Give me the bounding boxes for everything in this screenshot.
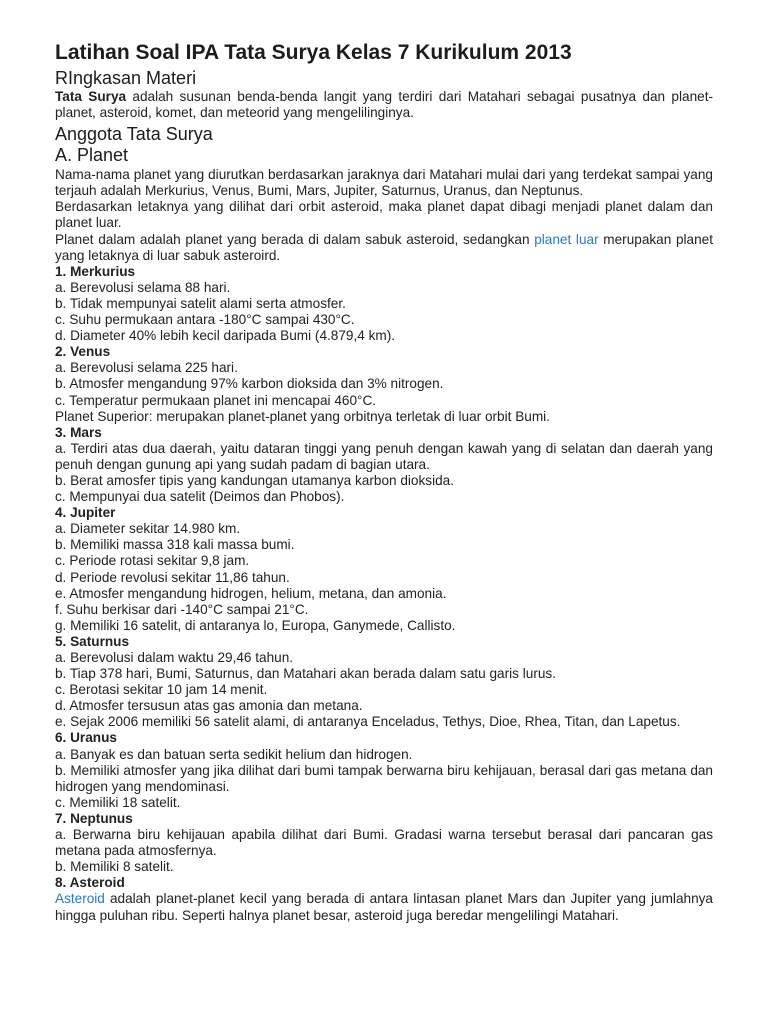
anggota-heading: Anggota Tata Surya <box>55 124 213 145</box>
list-item: c. Periode rotasi sekitar 9,8 jam. <box>55 553 250 569</box>
list-item: b. Memiliki atmosfer yang jika dilihat dari bumi tampak berwarna biru kehijauan, berasal dari gas metana dan hidrogen yang mendominasi. <box>55 762 713 794</box>
list-item: b. Tidak mempunyai satelit alami serta atmosfer. <box>55 295 346 311</box>
list-item: c. Mempunyai dua satelit (Deimos dan Phobos). <box>55 489 345 505</box>
ringkasan-paragraph <box>55 89 713 121</box>
intro-paragraph-1: Nama-nama planet yang diurutkan berdasarkan jaraknya dari Matahari mulai dari yang terdekat sampai yang terjauh adalah Merkurius, Venus, Bumi, Mars, Jupiter, Saturnus, Uranus, dan Neptunus. <box>55 167 713 199</box>
list-item: b. Tiap 378 hari, Bumi, Saturnus, dan Matahari akan berada dalam satu garis lurus. <box>55 666 556 682</box>
asteroid-link[interactable]: Asteroid <box>55 891 105 907</box>
list-item: d. Periode revolusi sekitar 11,86 tahun. <box>55 569 290 585</box>
list-item: d. Atmosfer tersusun atas gas amonia dan metana. <box>55 698 363 714</box>
list-item: b. Memiliki 8 satelit. <box>55 859 174 875</box>
merkurius-title: 1. Merkurius <box>55 263 136 279</box>
list-item: g. Memiliki 16 satelit, di antaranya lo, Europa, Ganymede, Callisto. <box>55 617 456 633</box>
uranus-title: 6. Uranus <box>55 730 117 746</box>
list-item: a. Banyak es dan batuan serta sedikit helium dan hidrogen. <box>55 746 413 762</box>
asteroid-title: 8. Asteroid <box>55 875 125 891</box>
intro-p3-after: merupakan planet yang letaknya di luar sabuk asteroird. <box>55 231 714 263</box>
mars-title: 3. Mars <box>55 424 102 440</box>
ringkasan-text: adalah susunan benda-benda langit yang terdiri dari Matahari sebagai pusatnya dan planet-planet, asteroid, komet, dan meteorid yang mengelilinginya. <box>55 89 713 121</box>
list-item: a. Berevolusi dalam waktu 29,46 tahun. <box>55 650 294 665</box>
intro-p3-before: Planet dalam adalah planet yang berada di dalam sabuk asteroid, sedangkan <box>55 231 535 247</box>
intro-paragraph-3 <box>55 232 713 264</box>
venus-note: Planet Superior: merupakan planet-planet yang orbitnya terletak di luar orbit Bumi. <box>55 408 550 424</box>
list-item: a. Berevolusi selama 88 hari. <box>55 279 231 295</box>
list-item: b. Memiliki massa 318 kali massa bumi. <box>55 537 295 553</box>
list-item: f. Suhu berkisar dari -140°C sampai 21°C. <box>55 601 309 617</box>
neptunus-title: 7. Neptunus <box>55 810 133 826</box>
list-item: a. Terdiri atas dua daerah, yaitu dataran tinggi yang penuh dengan kawah yang di selatan dan daerah yang penuh dengan gunung api yang sudah padam di bagian utara. <box>55 440 713 472</box>
document-title: Latihan Soal IPA Tata Surya Kelas 7 Kurikulum 2013 <box>55 41 572 64</box>
list-item: c. Berotasi sekitar 10 jam 14 menit. <box>55 682 268 698</box>
list-item: b. Atmosfer mengandung 97% karbon dioksida dan 3% nitrogen. <box>55 376 444 392</box>
ringkasan-heading: RIngkasan Materi <box>55 68 197 88</box>
list-item: a. Diameter sekitar 14.980 km. <box>55 521 241 537</box>
list-item: c. Suhu permukaan antara -180°C sampai 430°C. <box>55 312 355 328</box>
planet-heading: A. Planet <box>55 145 129 166</box>
list-item: a. Berwarna biru kehijauan apabila dilihat dari Bumi. Gradasi warna tersebut berasal dari pancaran gas metana pada atmosfernya. <box>55 827 713 859</box>
tata-surya-term: Tata Surya <box>55 89 127 104</box>
saturnus-title: 5. Saturnus <box>55 633 130 649</box>
list-item: c. Memiliki 18 satelit. <box>55 794 181 810</box>
intro-paragraph-2: Berdasarkan letaknya yang dilihat dari orbit asteroid, maka planet dapat dibagi menjadi planet dalam dan planet luar. <box>55 199 713 231</box>
venus-title: 2. Venus <box>55 344 111 360</box>
asteroid-text: adalah planet-planet kecil yang berada di antara lintasan planet Mars dan Jupiter yang jumlahnya hingga puluhan ribu. Seperti halnya planet besar, asteroid juga beredar mengelilingi Matahari. <box>55 891 713 923</box>
list-item: e. Sejak 2006 memiliki 56 satelit alami, di antaranya Enceladus, Tethys, Dioe, Rhea, Titan, dan Lapetus. <box>55 714 681 730</box>
planet-luar-link[interactable]: planet luar <box>534 231 599 247</box>
jupiter-title: 4. Jupiter <box>55 505 116 521</box>
list-item: d. Diameter 40% lebih kecil daripada Bumi (4.879,4 km). <box>55 328 396 344</box>
list-item: b. Berat amosfer tipis yang kandungan utamanya karbon dioksida. <box>55 472 454 488</box>
asteroid-paragraph <box>55 891 713 923</box>
list-item: a. Berevolusi selama 225 hari. <box>55 360 238 376</box>
list-item: c. Temperatur permukaan planet ini mencapai 460°C. <box>55 392 377 408</box>
list-item: e. Atmosfer mengandung hidrogen, helium, metana, dan amonia. <box>55 585 447 601</box>
